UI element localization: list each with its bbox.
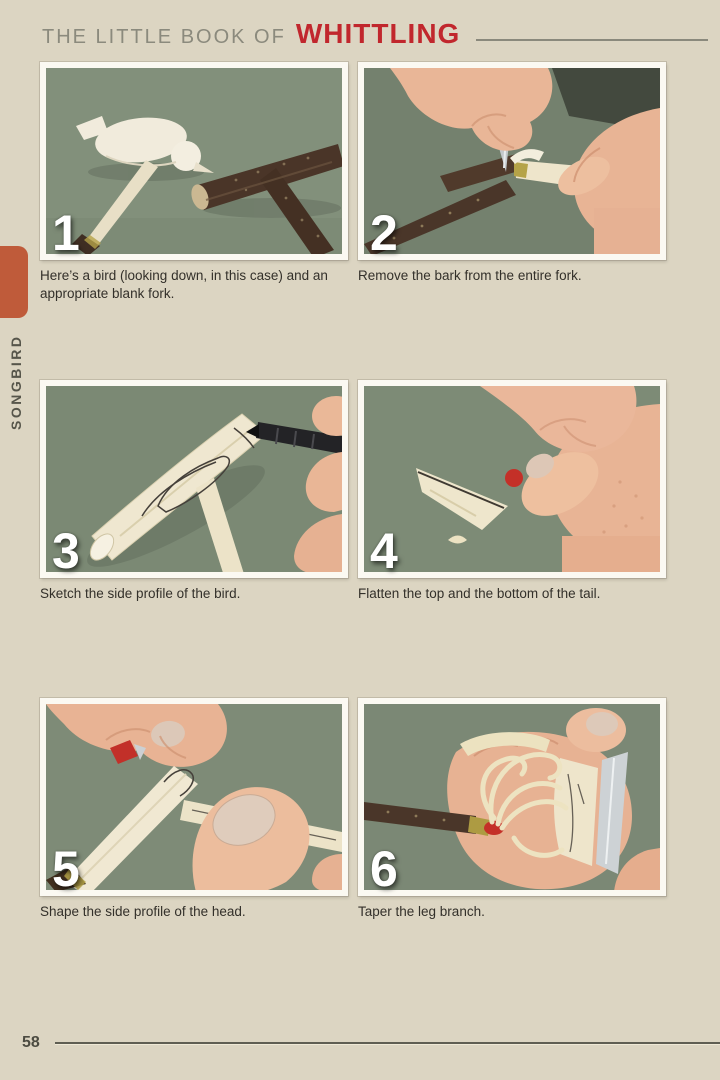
chapter-tab bbox=[0, 246, 28, 318]
step-2-illustration-removing-bark bbox=[364, 68, 660, 254]
step-4 bbox=[358, 380, 668, 603]
book-title-prefix: THE LITTLE BOOK OF bbox=[42, 26, 286, 48]
step-number: 6 bbox=[370, 841, 398, 897]
step-number: 5 bbox=[52, 841, 80, 897]
footer-rule bbox=[55, 1042, 720, 1045]
step-3-illustration-sketching-profile bbox=[46, 386, 342, 572]
step-1 bbox=[40, 62, 350, 303]
step-2 bbox=[358, 62, 668, 285]
book-title-main: WHITTLING bbox=[295, 18, 461, 49]
step-4-photo bbox=[358, 380, 666, 578]
step-6-photo bbox=[358, 698, 666, 896]
step-number: 2 bbox=[370, 205, 398, 261]
step-5 bbox=[40, 698, 350, 921]
step-number: 1 bbox=[52, 205, 80, 261]
step-6 bbox=[358, 698, 668, 921]
chapter-label: SONGBIRD bbox=[8, 334, 24, 430]
step-5-photo bbox=[40, 698, 348, 896]
step-1-illustration-bird-and-blank-fork bbox=[46, 68, 342, 254]
page-number: 58 bbox=[22, 1034, 40, 1051]
page-header bbox=[42, 18, 708, 50]
step-4-caption: Flatten the top and the bottom of the tail. bbox=[358, 586, 601, 601]
step-4-illustration-flattening-tail bbox=[364, 386, 660, 572]
step-5-illustration-shaping-head bbox=[46, 704, 342, 890]
step-3-photo bbox=[40, 380, 348, 578]
knife-handle-tip bbox=[505, 469, 523, 487]
step-6-caption: Taper the leg branch. bbox=[358, 904, 485, 919]
step-2-photo bbox=[358, 62, 666, 260]
step-number: 4 bbox=[370, 523, 398, 579]
step-6-illustration-tapering-leg bbox=[364, 704, 660, 890]
step-3 bbox=[40, 380, 350, 603]
step-1-caption: Here’s a bird (looking down, in this case) and an appropriate blank fork. bbox=[40, 268, 328, 301]
step-number: 3 bbox=[52, 523, 80, 579]
step-3-caption: Sketch the side profile of the bird. bbox=[40, 586, 241, 601]
header-rule bbox=[476, 39, 708, 41]
page-footer bbox=[0, 1034, 720, 1054]
step-2-caption: Remove the bark from the entire fork. bbox=[358, 268, 582, 283]
step-1-photo bbox=[40, 62, 348, 260]
step-5-caption: Shape the side profile of the head. bbox=[40, 904, 246, 919]
